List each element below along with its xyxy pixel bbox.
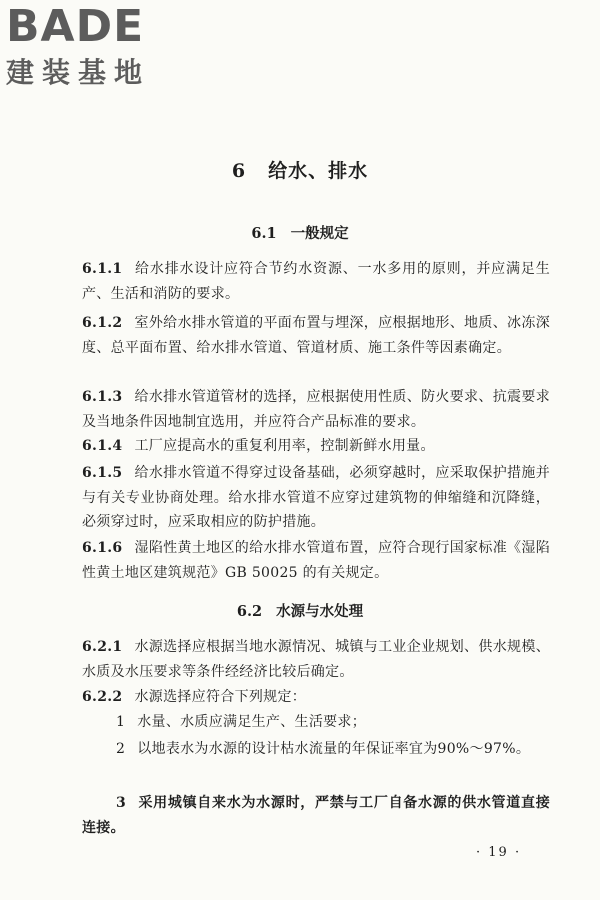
section-title-6-1 [0,222,600,243]
clause-text: 工厂应提高水的重复利用率，控制新鲜水用量。 [134,438,435,454]
clause-number: 6.1.1 [82,261,123,277]
bade-logo [6,1,176,94]
item-text: 水量、水质应满足生产、生活要求； [137,714,367,730]
clause-number: 6.2.1 [82,639,123,655]
section-number: 6.2 [236,603,263,620]
clause-text: 给水排水设计应符合节约水资源、一水多用的原则，并应满足生产、生活和消防的要求。 [82,261,550,302]
clause-text: 水源选择应根据当地水源情况、城镇与工业企业规划、供水规模、水质及水压要求等条件经经济比较后确定。 [82,639,550,680]
section-title-6-2 [0,600,600,621]
clause-number: 6.1.3 [82,389,123,405]
clause-6-2-1 [82,635,550,684]
item-number: 2 [116,741,126,757]
item-number: 3 [116,795,127,811]
clause-number: 6.1.2 [82,315,123,331]
list-item-3 [82,791,550,840]
section-number: 6.1 [251,225,277,242]
clause-text: 给水排水管道管材的选择，应根据使用性质、防火要求、抗震要求及当地条件因地制宜选用，并应符合产品标准的要求。 [82,389,550,430]
clause-number: 6.1.4 [82,438,123,454]
item-text: 采用城镇自来水为水源时，严禁与工厂自备水源的供水管道直接连接。 [82,795,550,836]
clause-number: 6.1.5 [82,465,123,481]
page-number: · 19 · [476,845,522,860]
clause-text: 水源选择应符合下列规定： [134,689,307,705]
clause-number: 6.2.2 [82,689,123,705]
item-text: 以地表水为水源的设计枯水流量的年保证率宜为90%～97%。 [137,741,531,757]
chapter-number: 6 [231,160,247,182]
clause-6-1-3 [82,385,550,434]
clause-6-1-1 [82,257,550,306]
clause-number: 6.1.6 [82,540,123,556]
clause-text: 湿陷性黄土地区的给水排水管道布置，应符合现行国家标准《湿陷性黄土地区建筑规范》GB 50025 的有关规定。 [82,540,550,581]
clause-6-1-5 [82,461,550,535]
list-item-1 [82,710,550,735]
clause-6-1-2 [82,311,550,360]
logo-chinese-text: 建装基地 [6,56,151,89]
clause-6-2-2 [82,685,550,710]
chapter-title-text: 给水、排水 [268,160,369,182]
clause-text: 室外给水排水管道的平面布置与埋深，应根据地形、地质、冰冻深度、总平面布置、给水排水管道、管道材质、施工条件等因素确定。 [82,315,550,356]
clause-6-1-4 [82,434,550,459]
logo-wordmark: BADE [6,1,145,52]
chapter-title [0,156,600,183]
clause-text: 给水排水管道不得穿过设备基础，必须穿越时，应采取保护措施并与有关专业协商处理。给水排水管道不应穿过建筑物的伸缩缝和沉降缝，必须穿过时，应采取相应的防护措施。 [82,465,550,530]
item-number: 1 [116,714,126,730]
clause-6-1-6 [82,536,550,585]
section-title-text: 一般规定 [290,225,349,242]
list-item-2 [82,737,550,762]
section-title-text: 水源与水处理 [276,603,364,620]
